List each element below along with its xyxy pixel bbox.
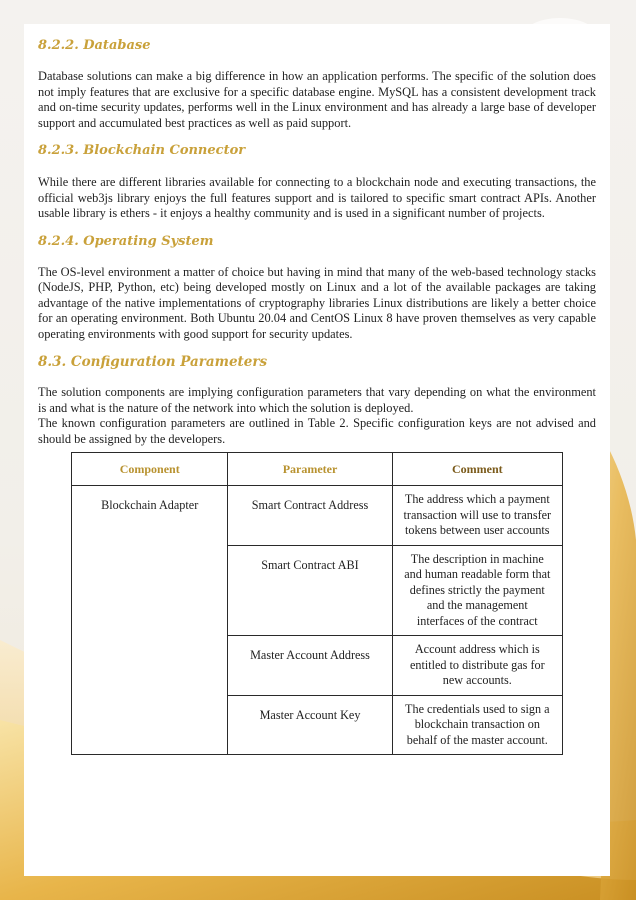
cell-comment: The credentials used to sign a blockchain transaction on behalf of the master account.: [392, 695, 562, 755]
paragraph-operating-system: The OS-level environment a matter of choice but having in mind that many of the web-based technology stacks (NodeJS, PHP, Python, etc) being developed mostly on Linux and a lot of the available packages are taking advantage of the native implementations of cryptography libraries Linux distributions are likely a better choice for an operating environment. Both Ubuntu 20.04 and CentOS Linux 8 have proven themselves as very capable operating environments with good support for security updates.: [38, 264, 596, 341]
paragraph-database: Database solutions can make a big difference in how an application performs. The specific of the solution does not imply features that are exclusive for a specific database engine. MySQL has a consistent development track and on-time security updates, performs well in the Linux environment and has already a large base of developer support and accumulated best practices as well as paid support.: [38, 69, 596, 130]
table-header-row: [72, 453, 563, 486]
cell-comment: Account address which is entitled to distribute gas for new accounts.: [392, 636, 562, 696]
cell-parameter: Smart Contract ABI: [228, 545, 392, 636]
section-heading-configuration-parameters: 8.3. Configuration Parameters: [38, 354, 268, 370]
cell-comment: The address which a payment transaction will use to transfer tokens between user accounts: [392, 486, 562, 546]
document-page: [24, 24, 610, 876]
cell-parameter: Master Account Key: [228, 695, 392, 755]
section-heading-database: 8.2.2. Database: [38, 38, 151, 53]
table-row: [72, 486, 563, 546]
cell-component: Blockchain Adapter: [72, 486, 228, 755]
cell-parameter: Smart Contract Address: [228, 486, 392, 546]
configuration-table: [71, 452, 563, 755]
cell-comment: The description in machine and human readable form that defines strictly the payment and the management interfaces of the contract: [392, 545, 562, 636]
section-heading-operating-system: 8.2.4. Operating System: [38, 233, 214, 249]
header-component: Component: [72, 453, 228, 486]
paragraph-blockchain-connector: While there are different libraries available for connecting to a blockchain node and executing transactions, the official web3js library enjoys the full features support and is tailored to specific smart contract APIs. Another usable library is ethers - it enjoys a healthy community and is used in a significant number of projects.: [38, 175, 596, 220]
cell-parameter: Master Account Address: [228, 636, 392, 696]
header-parameter: Parameter: [228, 453, 392, 486]
header-comment: Comment: [392, 453, 562, 486]
section-heading-blockchain-connector: 8.2.3. Blockchain Connector: [38, 143, 246, 158]
paragraph-configuration-1: The solution components are implying configuration parameters that vary depending on what the environment is and what is the nature of the network into which the solution is deployed.: [38, 385, 596, 415]
paragraph-configuration-2: The known configuration parameters are outlined in Table 2. Specific configuration keys are not advised and should be assigned by the developers.: [38, 416, 596, 446]
